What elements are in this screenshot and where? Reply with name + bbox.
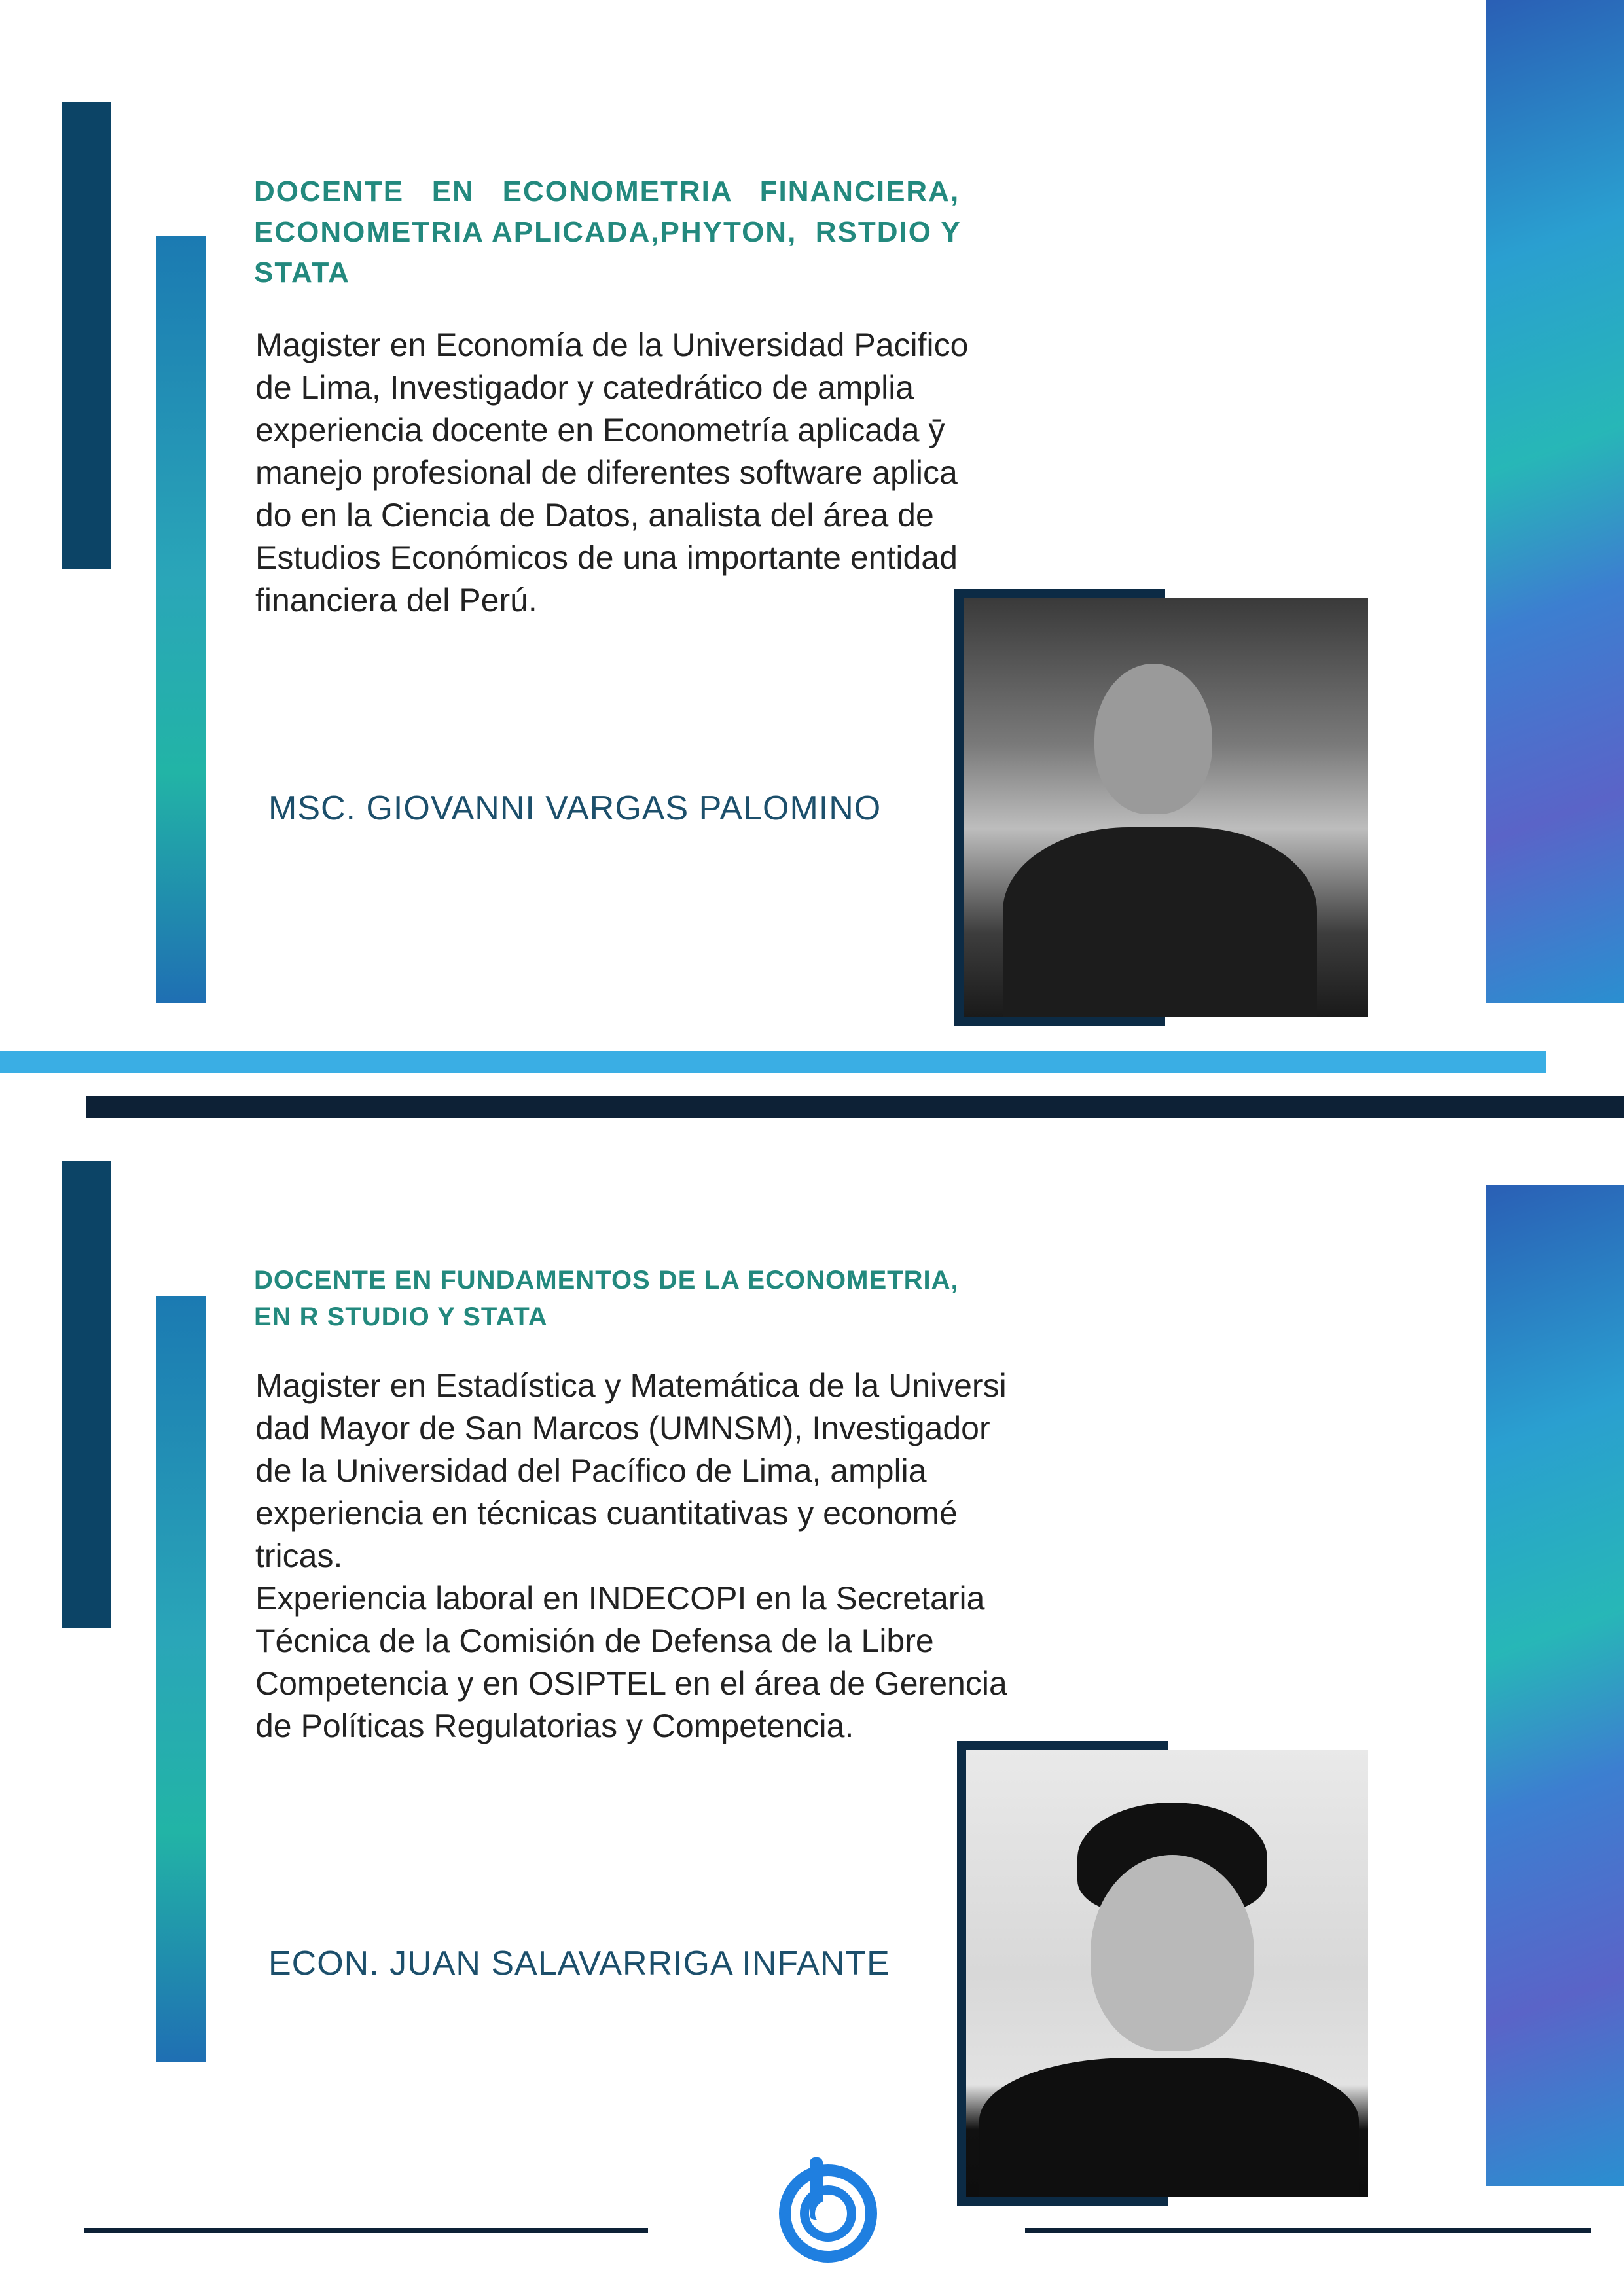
- description-line: manejo profesional de diferentes software aplica: [255, 454, 958, 491]
- profile-1-heading: [254, 171, 1151, 293]
- profile-1-photo: [964, 598, 1368, 1017]
- description-line: Competencia y en OSIPTEL en el área de Gerencia: [255, 1665, 1007, 1702]
- description-line: dad Mayor de San Marcos (UMNSM), Investigador: [255, 1410, 990, 1446]
- description-line: de la Universidad del Pacífico de Lima, amplia: [255, 1452, 927, 1489]
- description-line: de Políticas Regulatorias y Competencia.: [255, 1708, 854, 1744]
- description-line: experiencia en técnicas cuantitativas y economé: [255, 1495, 958, 1532]
- description-line: Magister en Estadística y Matemática de la Universi: [255, 1367, 1007, 1404]
- description-line: Magister en Economía de la Universidad Pacifico: [255, 327, 969, 363]
- brand-logo-icon: [776, 2153, 880, 2265]
- accent-bar-navy-1: [62, 102, 111, 569]
- heading-line: STATA: [254, 257, 350, 289]
- divider-light-blue: [0, 1051, 1546, 1073]
- description-line: tricas.: [255, 1537, 343, 1574]
- profile-1-description: [255, 324, 1136, 622]
- profile-2-photo: [966, 1750, 1368, 2197]
- profile-2-name: ECON. JUAN SALAVARRIGA INFANTE: [268, 1945, 890, 1982]
- accent-bar-gradient-2: [156, 1296, 206, 2062]
- description-line: Estudios Económicos de una importante entidad: [255, 539, 958, 576]
- profile-2-description: [255, 1365, 1136, 1748]
- portrait-suit: [1003, 827, 1317, 1017]
- profile-2-heading: [254, 1262, 1170, 1335]
- portrait-head: [1091, 1855, 1254, 2051]
- accent-bar-navy-2: [62, 1161, 111, 1628]
- heading-line: ECONOMETRIA APLICADA,PHYTON, RSTDIO Y: [254, 216, 962, 248]
- heading-line: EN R STUDIO Y STATA: [254, 1302, 548, 1331]
- description-line: financiera del Perú.: [255, 582, 537, 619]
- accent-bar-gradient-1: [156, 236, 206, 1003]
- side-decoration-top: [1486, 0, 1624, 1003]
- side-decoration-bottom: [1486, 1185, 1624, 2186]
- divider-dark: [86, 1096, 1624, 1118]
- portrait-head: [1094, 664, 1212, 814]
- heading-line: DOCENTE EN ECONOMETRIA FINANCIERA,: [254, 175, 960, 207]
- portrait-suit: [979, 2058, 1359, 2197]
- description-line: Técnica de la Comisión de Defensa de la Libre: [255, 1623, 934, 1659]
- description-line: de Lima, Investigador y catedrático de amplia: [255, 369, 914, 406]
- description-line: experiencia docente en Econometría aplicada ȳ: [255, 412, 945, 448]
- footer-line-left: [84, 2228, 648, 2233]
- profile-1-name: MSC. GIOVANNI VARGAS PALOMINO: [268, 789, 882, 827]
- footer-line-right: [1025, 2228, 1591, 2233]
- description-line: Experiencia laboral en INDECOPI en la Secretaria: [255, 1580, 985, 1617]
- heading-line: DOCENTE EN FUNDAMENTOS DE LA ECONOMETRIA,: [254, 1266, 959, 1295]
- description-line: do en la Ciencia de Datos, analista del área de: [255, 497, 934, 533]
